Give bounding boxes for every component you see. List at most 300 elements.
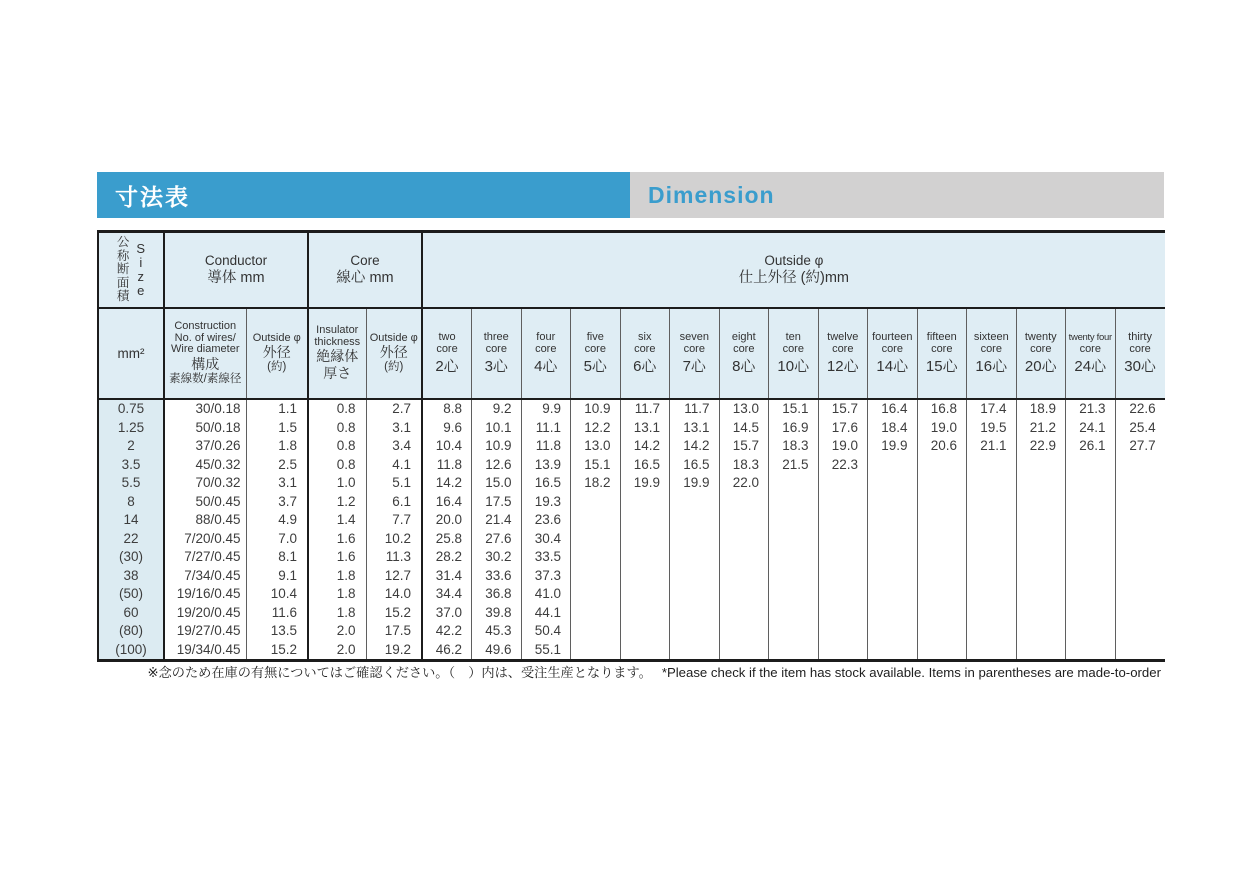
table-row bbox=[98, 548, 1165, 567]
core-value-cell: 31.4 bbox=[422, 567, 472, 586]
core-value-cell: 26.1 bbox=[1066, 437, 1116, 456]
core-value-cell bbox=[917, 548, 967, 567]
core-value-cell: 16.5 bbox=[670, 456, 720, 475]
footnote bbox=[97, 662, 1161, 681]
core-value-cell: 10.9 bbox=[472, 437, 522, 456]
core-column-label: core bbox=[980, 342, 1002, 355]
core-value-cell bbox=[571, 493, 621, 512]
table-row bbox=[98, 585, 1165, 604]
core-value-cell: 17.6 bbox=[818, 419, 868, 438]
insulator-header-cell: Insulator thickness 絶縁体 厚さ bbox=[308, 308, 366, 399]
core-od-cell: 14.0 bbox=[366, 585, 422, 604]
core-value-cell bbox=[1066, 585, 1116, 604]
size-cell: 0.75 bbox=[98, 399, 164, 419]
core-value-cell bbox=[818, 511, 868, 530]
conductor-group-header: Conductor 導体 mm bbox=[164, 232, 308, 309]
core-value-cell: 19.9 bbox=[868, 437, 918, 456]
construction-cell: 50/0.45 bbox=[164, 493, 246, 512]
conductor-od-cell: 13.5 bbox=[246, 622, 308, 641]
insulator-thickness-cell: 1.2 bbox=[308, 493, 366, 512]
core-column-header bbox=[472, 308, 522, 399]
core-value-cell: 10.1 bbox=[472, 419, 522, 438]
size-cell: 3.5 bbox=[98, 456, 164, 475]
conductor-od-cell: 3.7 bbox=[246, 493, 308, 512]
core-od-cell: 19.2 bbox=[366, 641, 422, 661]
core-count-label: 3心 bbox=[484, 358, 508, 375]
core-value-cell: 55.1 bbox=[521, 641, 571, 661]
core-column-label: eight bbox=[731, 331, 756, 343]
conductor-od-cell: 11.6 bbox=[246, 604, 308, 623]
vertical-char: 面 bbox=[116, 275, 130, 290]
core-value-cell bbox=[967, 493, 1017, 512]
core-value-cell: 22.3 bbox=[818, 456, 868, 475]
core-value-cell bbox=[1115, 511, 1165, 530]
core-value-cell bbox=[917, 511, 967, 530]
header-row-1 bbox=[98, 232, 1165, 309]
core-od-cell: 10.2 bbox=[366, 530, 422, 549]
construction-cell: 88/0.45 bbox=[164, 511, 246, 530]
core-value-cell bbox=[818, 641, 868, 661]
core-value-cell bbox=[967, 474, 1017, 493]
core-value-cell: 27.7 bbox=[1115, 437, 1165, 456]
core-value-cell bbox=[620, 567, 670, 586]
core-value-cell: 22.6 bbox=[1115, 399, 1165, 419]
core-value-cell: 19.0 bbox=[917, 419, 967, 438]
core-value-cell: 20.0 bbox=[422, 511, 472, 530]
core-value-cell: 15.0 bbox=[472, 474, 522, 493]
core-value-cell: 37.3 bbox=[521, 567, 571, 586]
core-column-label: fourteen bbox=[872, 331, 913, 343]
core-value-cell: 9.6 bbox=[422, 419, 472, 438]
core-value-cell bbox=[719, 604, 769, 623]
core-column-header bbox=[917, 308, 967, 399]
core-column-label: ten bbox=[785, 331, 801, 343]
core-value-cell bbox=[1016, 474, 1066, 493]
core-value-cell bbox=[917, 622, 967, 641]
core-value-cell: 44.1 bbox=[521, 604, 571, 623]
core-value-cell bbox=[719, 511, 769, 530]
core-count-label: 8心 bbox=[732, 358, 756, 375]
outside-group-header: Outside φ 仕上外径 (約)mm bbox=[422, 232, 1165, 309]
core-value-cell bbox=[1016, 567, 1066, 586]
core-value-cell bbox=[620, 585, 670, 604]
core-value-cell: 27.6 bbox=[472, 530, 522, 549]
construction-cell: 7/20/0.45 bbox=[164, 530, 246, 549]
core-value-cell: 23.6 bbox=[521, 511, 571, 530]
core-value-cell: 33.5 bbox=[521, 548, 571, 567]
size-cell: (30) bbox=[98, 548, 164, 567]
core-value-cell bbox=[818, 493, 868, 512]
core-od-cell: 12.7 bbox=[366, 567, 422, 586]
core-value-cell bbox=[1016, 604, 1066, 623]
core-value-cell: 20.6 bbox=[917, 437, 967, 456]
title-bar-japanese bbox=[97, 172, 630, 218]
core-value-cell bbox=[868, 548, 918, 567]
conductor-od-cell: 9.1 bbox=[246, 567, 308, 586]
core-value-cell bbox=[769, 530, 819, 549]
core-value-cell: 21.1 bbox=[967, 437, 1017, 456]
insulator-thickness-cell: 2.0 bbox=[308, 641, 366, 661]
core-value-cell bbox=[571, 530, 621, 549]
core-value-cell bbox=[1115, 530, 1165, 549]
conductor-od-cell: 7.0 bbox=[246, 530, 308, 549]
core-value-cell bbox=[818, 530, 868, 549]
core-value-cell bbox=[719, 567, 769, 586]
conductor-od-cell: 1.1 bbox=[246, 399, 308, 419]
core-value-cell: 19.0 bbox=[818, 437, 868, 456]
vertical-char: e bbox=[137, 283, 145, 298]
vertical-char: 称 bbox=[116, 248, 130, 263]
vertical-char: i bbox=[139, 255, 143, 270]
core-value-cell: 16.4 bbox=[422, 493, 472, 512]
core-value-cell: 50.4 bbox=[521, 622, 571, 641]
core-value-cell bbox=[868, 641, 918, 661]
core-od-cell: 3.4 bbox=[366, 437, 422, 456]
core-column-label: three bbox=[483, 331, 509, 343]
core-value-cell bbox=[670, 622, 720, 641]
core-value-cell bbox=[769, 641, 819, 661]
core-value-cell bbox=[868, 456, 918, 475]
core-column-label: core bbox=[535, 342, 557, 355]
table-row bbox=[98, 437, 1165, 456]
conductor-od-cell: 1.5 bbox=[246, 419, 308, 438]
size-cell: 14 bbox=[98, 511, 164, 530]
dimension-table-wrap bbox=[97, 230, 1165, 662]
core-value-cell: 15.1 bbox=[769, 399, 819, 419]
size-cell: 60 bbox=[98, 604, 164, 623]
core-value-cell bbox=[868, 567, 918, 586]
core-value-cell bbox=[917, 474, 967, 493]
core-value-cell: 37.0 bbox=[422, 604, 472, 623]
core-value-cell bbox=[868, 511, 918, 530]
core-count-label: 12心 bbox=[826, 358, 859, 375]
insulator-thickness-cell: 1.0 bbox=[308, 474, 366, 493]
title-bar-english bbox=[630, 172, 1164, 218]
core-value-cell bbox=[1066, 567, 1116, 586]
table-row bbox=[98, 474, 1165, 493]
insulator-thickness-cell: 0.8 bbox=[308, 437, 366, 456]
core-column-label: core bbox=[881, 342, 903, 355]
core-value-cell bbox=[769, 493, 819, 512]
core-count-label: 30心 bbox=[1124, 358, 1156, 375]
core-value-cell bbox=[769, 567, 819, 586]
core-value-cell bbox=[1016, 456, 1066, 475]
core-value-cell bbox=[967, 456, 1017, 475]
core-value-cell bbox=[1115, 567, 1165, 586]
core-value-cell: 14.2 bbox=[670, 437, 720, 456]
core-value-cell bbox=[1016, 585, 1066, 604]
core-od-cell: 17.5 bbox=[366, 622, 422, 641]
vertical-char: 断 bbox=[116, 262, 130, 277]
core-value-cell: 41.0 bbox=[521, 585, 571, 604]
core-value-cell: 15.7 bbox=[818, 399, 868, 419]
core-value-cell: 15.7 bbox=[719, 437, 769, 456]
core-value-cell bbox=[769, 604, 819, 623]
core-value-cell bbox=[620, 622, 670, 641]
core-value-cell bbox=[620, 530, 670, 549]
conductor-od-cell: 10.4 bbox=[246, 585, 308, 604]
page-title-en: Dimension bbox=[648, 181, 775, 208]
core-value-cell bbox=[1066, 548, 1116, 567]
core-value-cell bbox=[818, 567, 868, 586]
insulator-thickness-cell: 0.8 bbox=[308, 399, 366, 419]
core-value-cell bbox=[1115, 456, 1165, 475]
core-column-label: core bbox=[733, 342, 755, 355]
core-column-header bbox=[769, 308, 819, 399]
size-cell: (80) bbox=[98, 622, 164, 641]
core-column-label: seven bbox=[679, 331, 709, 343]
core-value-cell bbox=[1115, 585, 1165, 604]
size-cell: 1.25 bbox=[98, 419, 164, 438]
core-value-cell: 21.5 bbox=[769, 456, 819, 475]
core-value-cell: 18.3 bbox=[719, 456, 769, 475]
core-count-label: 10心 bbox=[777, 358, 810, 375]
core-value-cell: 21.3 bbox=[1066, 399, 1116, 419]
core-value-cell bbox=[769, 548, 819, 567]
conductor-od-cell: 8.1 bbox=[246, 548, 308, 567]
table-row bbox=[98, 419, 1165, 438]
size-unit-cell: mm² bbox=[98, 308, 164, 399]
vertical-char: z bbox=[137, 269, 144, 284]
core-value-cell: 9.2 bbox=[472, 399, 522, 419]
size-cell: (50) bbox=[98, 585, 164, 604]
core-value-cell bbox=[670, 604, 720, 623]
core-column-header bbox=[1016, 308, 1066, 399]
core-value-cell: 45.3 bbox=[472, 622, 522, 641]
core-value-cell: 25.4 bbox=[1115, 419, 1165, 438]
core-column-header bbox=[1066, 308, 1116, 399]
core-value-cell: 16.5 bbox=[521, 474, 571, 493]
insulator-thickness-cell: 0.8 bbox=[308, 456, 366, 475]
core-value-cell: 13.9 bbox=[521, 456, 571, 475]
core-value-cell: 21.2 bbox=[1016, 419, 1066, 438]
core-od-cell: 15.2 bbox=[366, 604, 422, 623]
table-row bbox=[98, 511, 1165, 530]
core-value-cell bbox=[1016, 493, 1066, 512]
core-value-cell: 12.6 bbox=[472, 456, 522, 475]
construction-cell: 37/0.26 bbox=[164, 437, 246, 456]
core-value-cell bbox=[1066, 511, 1116, 530]
core-value-cell: 19.3 bbox=[521, 493, 571, 512]
core-value-cell: 30.2 bbox=[472, 548, 522, 567]
core-column-label: core bbox=[584, 342, 606, 355]
footnote-en: *Please check if the item has stock available. Items in parentheses are made-to-order bbox=[661, 665, 1161, 680]
core-value-cell: 11.1 bbox=[521, 419, 571, 438]
core-value-cell: 8.8 bbox=[422, 399, 472, 419]
core-value-cell bbox=[769, 585, 819, 604]
core-value-cell bbox=[571, 511, 621, 530]
core-column-header bbox=[670, 308, 720, 399]
insulator-thickness-cell: 0.8 bbox=[308, 419, 366, 438]
table-row bbox=[98, 493, 1165, 512]
core-value-cell bbox=[1066, 530, 1116, 549]
table-row bbox=[98, 641, 1165, 661]
conductor-od-cell: 3.1 bbox=[246, 474, 308, 493]
core-column-label: twenty bbox=[1024, 331, 1057, 343]
insulator-thickness-cell: 1.8 bbox=[308, 567, 366, 586]
size-header-jp bbox=[117, 236, 130, 304]
core-value-cell bbox=[868, 585, 918, 604]
size-cell: 5.5 bbox=[98, 474, 164, 493]
core-value-cell bbox=[967, 585, 1017, 604]
core-value-cell bbox=[620, 548, 670, 567]
core-value-cell: 22.9 bbox=[1016, 437, 1066, 456]
core-value-cell bbox=[967, 548, 1017, 567]
core-value-cell bbox=[1016, 511, 1066, 530]
core-od-cell: 7.7 bbox=[366, 511, 422, 530]
table-row bbox=[98, 604, 1165, 623]
core-value-cell bbox=[769, 511, 819, 530]
core-value-cell: 11.7 bbox=[620, 399, 670, 419]
core-value-cell bbox=[571, 548, 621, 567]
core-count-label: 14心 bbox=[876, 358, 909, 375]
vertical-char: S bbox=[136, 241, 146, 256]
core-count-label: 2心 bbox=[435, 358, 459, 375]
core-column-label: twenty four bbox=[1068, 332, 1112, 343]
core-value-cell bbox=[868, 530, 918, 549]
core-value-cell bbox=[1016, 622, 1066, 641]
core-value-cell bbox=[967, 567, 1017, 586]
core-column-label: core bbox=[931, 342, 953, 355]
core-column-header bbox=[719, 308, 769, 399]
core-column-label: six bbox=[638, 331, 652, 343]
conductor-od-header-cell: Outside φ 外径 (約) bbox=[246, 308, 308, 399]
core-value-cell bbox=[670, 493, 720, 512]
core-column-label: core bbox=[832, 342, 854, 355]
core-value-cell: 16.9 bbox=[769, 419, 819, 438]
core-value-cell bbox=[967, 641, 1017, 661]
construction-cell: 45/0.32 bbox=[164, 456, 246, 475]
core-value-cell: 28.2 bbox=[422, 548, 472, 567]
construction-cell: 50/0.18 bbox=[164, 419, 246, 438]
core-value-cell bbox=[1115, 622, 1165, 641]
core-count-label: 4心 bbox=[534, 358, 558, 375]
construction-cell: 19/34/0.45 bbox=[164, 641, 246, 661]
core-value-cell: 21.4 bbox=[472, 511, 522, 530]
core-column-header bbox=[818, 308, 868, 399]
page-title-jp: 寸法表 bbox=[115, 183, 190, 210]
core-value-cell bbox=[620, 511, 670, 530]
core-value-cell bbox=[571, 585, 621, 604]
size-cell: 38 bbox=[98, 567, 164, 586]
conductor-od-cell: 2.5 bbox=[246, 456, 308, 475]
size-cell: (100) bbox=[98, 641, 164, 661]
core-value-cell bbox=[620, 604, 670, 623]
core-column-header bbox=[571, 308, 621, 399]
core-value-cell bbox=[967, 604, 1017, 623]
footnote-jp: ※念のため在庫の有無についてはご確認ください。（ ）内は、受注生産となります。 bbox=[147, 665, 652, 680]
core-column-header bbox=[1115, 308, 1165, 399]
core-value-cell: 11.8 bbox=[521, 437, 571, 456]
core-value-cell: 25.8 bbox=[422, 530, 472, 549]
core-value-cell bbox=[818, 474, 868, 493]
core-value-cell: 36.8 bbox=[472, 585, 522, 604]
core-od-cell: 4.1 bbox=[366, 456, 422, 475]
core-column-header bbox=[521, 308, 571, 399]
core-od-cell: 6.1 bbox=[366, 493, 422, 512]
table-row bbox=[98, 567, 1165, 586]
core-value-cell bbox=[719, 641, 769, 661]
core-value-cell: 18.4 bbox=[868, 419, 918, 438]
core-column-label: core bbox=[782, 342, 804, 355]
size-cell: 22 bbox=[98, 530, 164, 549]
conductor-od-cell: 15.2 bbox=[246, 641, 308, 661]
core-count-label: 15心 bbox=[925, 358, 958, 375]
core-value-cell: 13.1 bbox=[620, 419, 670, 438]
core-column-label: twelve bbox=[827, 331, 859, 343]
core-value-cell: 13.0 bbox=[571, 437, 621, 456]
core-value-cell: 13.1 bbox=[670, 419, 720, 438]
size-header-en bbox=[136, 242, 145, 298]
core-value-cell: 11.7 bbox=[670, 399, 720, 419]
core-value-cell bbox=[1115, 493, 1165, 512]
core-value-cell bbox=[670, 567, 720, 586]
insulator-thickness-cell: 2.0 bbox=[308, 622, 366, 641]
table-row bbox=[98, 399, 1165, 419]
core-value-cell bbox=[1066, 493, 1116, 512]
table-row bbox=[98, 530, 1165, 549]
core-group-header: Core 線心 mm bbox=[308, 232, 422, 309]
core-value-cell: 46.2 bbox=[422, 641, 472, 661]
core-value-cell bbox=[818, 585, 868, 604]
core-od-cell: 11.3 bbox=[366, 548, 422, 567]
core-value-cell: 30.4 bbox=[521, 530, 571, 549]
core-column-label: four bbox=[536, 331, 556, 343]
core-od-cell: 5.1 bbox=[366, 474, 422, 493]
core-value-cell bbox=[670, 585, 720, 604]
core-value-cell bbox=[917, 604, 967, 623]
core-value-cell bbox=[1016, 530, 1066, 549]
core-value-cell bbox=[670, 530, 720, 549]
core-value-cell: 14.2 bbox=[620, 437, 670, 456]
core-value-cell bbox=[769, 622, 819, 641]
core-value-cell bbox=[868, 622, 918, 641]
core-value-cell bbox=[917, 567, 967, 586]
core-value-cell: 19.5 bbox=[967, 419, 1017, 438]
size-header-cell bbox=[98, 232, 164, 309]
core-value-cell: 18.2 bbox=[571, 474, 621, 493]
core-column-label: core bbox=[1129, 342, 1151, 355]
core-value-cell bbox=[818, 604, 868, 623]
core-value-cell: 14.5 bbox=[719, 419, 769, 438]
core-count-label: 6心 bbox=[633, 358, 657, 375]
core-value-cell: 22.0 bbox=[719, 474, 769, 493]
construction-header-cell: Construction No. of wires/ Wire diameter 構成 素線数/素線径 bbox=[164, 308, 246, 399]
core-value-cell bbox=[719, 530, 769, 549]
core-value-cell bbox=[818, 622, 868, 641]
core-value-cell bbox=[571, 604, 621, 623]
core-value-cell bbox=[620, 641, 670, 661]
core-value-cell bbox=[1115, 474, 1165, 493]
header-row-2 bbox=[98, 308, 1165, 399]
core-value-cell bbox=[1115, 641, 1165, 661]
core-value-cell: 11.8 bbox=[422, 456, 472, 475]
core-value-cell: 19.9 bbox=[620, 474, 670, 493]
core-value-cell bbox=[719, 493, 769, 512]
core-value-cell: 24.1 bbox=[1066, 419, 1116, 438]
core-value-cell: 14.2 bbox=[422, 474, 472, 493]
core-value-cell bbox=[719, 622, 769, 641]
core-value-cell bbox=[868, 493, 918, 512]
core-value-cell bbox=[868, 474, 918, 493]
core-value-cell bbox=[1016, 641, 1066, 661]
core-value-cell bbox=[571, 567, 621, 586]
core-value-cell bbox=[670, 641, 720, 661]
core-value-cell bbox=[1066, 456, 1116, 475]
core-value-cell bbox=[769, 474, 819, 493]
core-value-cell: 33.6 bbox=[472, 567, 522, 586]
vertical-char: 積 bbox=[116, 289, 130, 304]
